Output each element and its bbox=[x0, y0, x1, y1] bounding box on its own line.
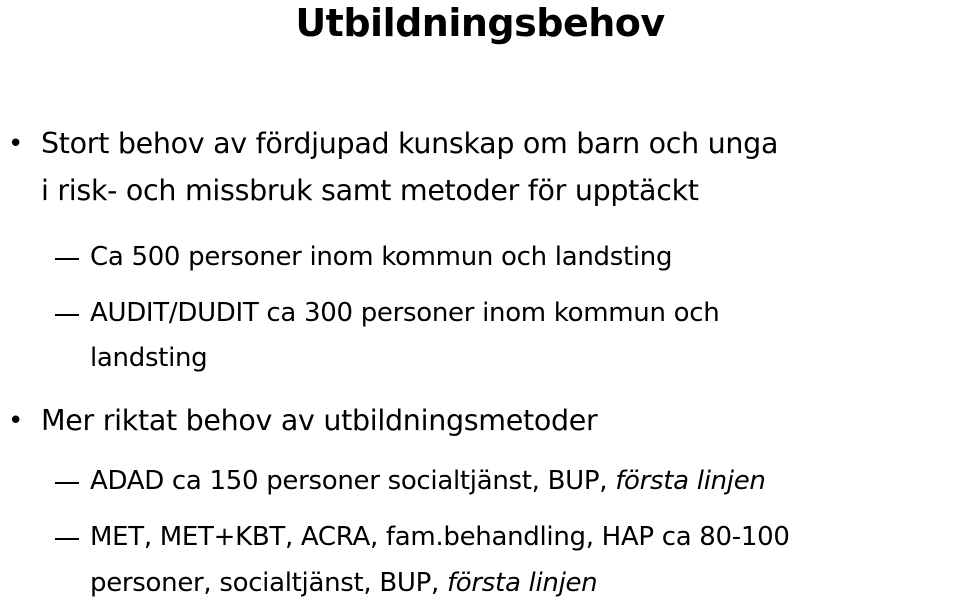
sub-2-1-italic: första linjen bbox=[615, 466, 766, 496]
bullet-dot: • bbox=[8, 406, 24, 436]
sub-2-1-line-1 bbox=[90, 464, 766, 498]
dash-marker bbox=[55, 314, 79, 316]
sub-2-1-text: ADAD ca 150 personer socialtjänst, BUP, bbox=[90, 466, 616, 496]
sub-1-2-line-2: landsting bbox=[90, 343, 208, 373]
dash-marker bbox=[55, 538, 79, 540]
bullet-1-line-2: i risk- och missbruk samt metoder för upptäckt bbox=[41, 174, 699, 207]
sub-1-2-line-1: AUDIT/DUDIT ca 300 personer inom kommun och bbox=[90, 298, 720, 328]
sub-1-1-line-1: Ca 500 personer inom kommun och landsting bbox=[90, 242, 673, 272]
slide-title: Utbildningsbehov bbox=[295, 1, 665, 45]
sub-2-2-line-1: MET, MET+KBT, ACRA, fam.behandling, HAP ca 80-100 bbox=[90, 522, 790, 552]
sub-2-2-line-2 bbox=[90, 566, 597, 600]
dash-marker bbox=[55, 482, 79, 484]
sub-2-2-text: personer, socialtjänst, BUP, bbox=[90, 568, 447, 598]
bullet-1-line-1: Stort behov av fördjupad kunskap om barn och unga bbox=[41, 127, 779, 160]
dash-marker bbox=[55, 258, 79, 260]
bullet-dot: • bbox=[8, 129, 24, 159]
bullet-2-line-1: Mer riktat behov av utbildningsmetoder bbox=[41, 404, 598, 437]
sub-2-2-italic: första linjen bbox=[446, 568, 598, 598]
